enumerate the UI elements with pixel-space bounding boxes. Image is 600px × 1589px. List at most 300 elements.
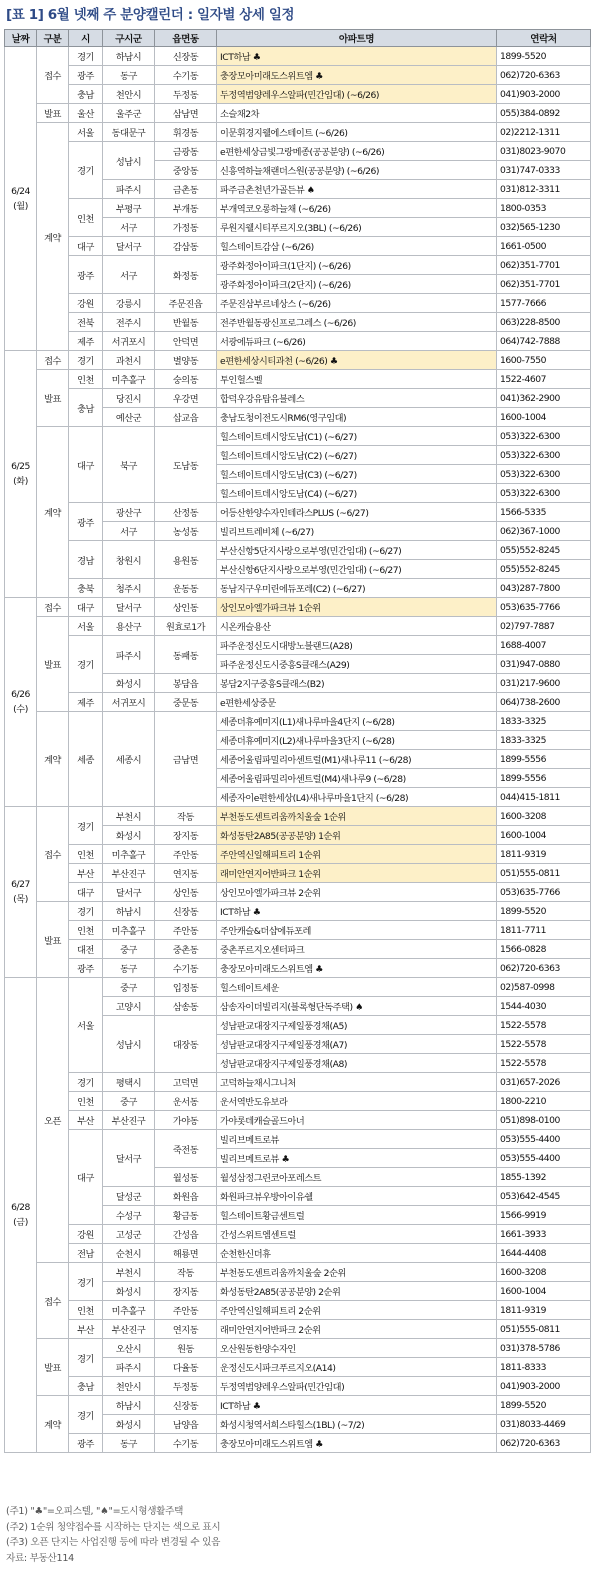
apartment-name: 세종더휴예미지(L1)새나루마을4단지 (~6/28): [217, 712, 497, 731]
table-row: [5, 389, 591, 408]
contact-number: 1800-0353: [497, 199, 591, 218]
city-cell: 경기: [69, 351, 103, 370]
contact-number: 1688-4007: [497, 636, 591, 655]
district-cell: 미추홀구: [103, 921, 155, 940]
apartment-name: 중촌푸르지오센터파크: [217, 940, 497, 959]
apartment-name: ICT하남 ♣: [217, 1396, 497, 1415]
contact-number: 031)657-2026: [497, 1073, 591, 1092]
dong-cell: 운서동: [155, 1092, 217, 1111]
contact-number: 031)8023-9070: [497, 142, 591, 161]
district-cell: 고성군: [103, 1225, 155, 1244]
district-cell: 서구: [103, 218, 155, 237]
district-cell: 파주시: [103, 636, 155, 674]
district-cell: 순천시: [103, 1244, 155, 1263]
dong-cell: 원동: [155, 1339, 217, 1358]
contact-number: 053)322-6300: [497, 427, 591, 446]
apartment-name: 봉담2지구중흥S클래스(B2): [217, 674, 497, 693]
date-text: (수): [13, 704, 28, 715]
table-row: [5, 959, 591, 978]
apartment-name: e편한세상금빛그랑메종(공공분양) (~6/26): [217, 142, 497, 161]
type-cell: 발표: [37, 617, 69, 712]
apartment-name: 빌리브트레비체 (~6/27): [217, 522, 497, 541]
district-cell: 달서구: [103, 598, 155, 617]
apartment-name: 부산신항5단지사랑으로부영(민간임대) (~6/27): [217, 541, 497, 560]
contact-number: 1800-2210: [497, 1092, 591, 1111]
col-header-date: 날짜: [5, 30, 37, 47]
city-cell: 서울: [69, 978, 103, 1073]
contact-number: 064)742-7888: [497, 332, 591, 351]
city-cell: 인천: [69, 1092, 103, 1111]
col-header-contact: 연락처: [497, 30, 591, 47]
contact-number: 053)635-7766: [497, 598, 591, 617]
district-cell: 수성구: [103, 1206, 155, 1225]
contact-number: 031)378-5786: [497, 1339, 591, 1358]
district-cell: 달서구: [103, 883, 155, 902]
district-cell: 창원시: [103, 541, 155, 579]
city-cell: 경기: [69, 1073, 103, 1092]
district-cell: 부천시: [103, 807, 155, 826]
table-row: [5, 1225, 591, 1244]
dong-cell: 남양읍: [155, 1415, 217, 1434]
dong-cell: 장지동: [155, 826, 217, 845]
apartment-name: 광주화정아이파크(1단지) (~6/26): [217, 256, 497, 275]
dong-cell: 다율동: [155, 1358, 217, 1377]
apartment-name: 광주화정아이파크(2단지) (~6/26): [217, 275, 497, 294]
col-header-dong: 읍면동: [155, 30, 217, 47]
contact-number: 053)635-7766: [497, 883, 591, 902]
city-cell: 인천: [69, 921, 103, 940]
city-cell: 경기: [69, 47, 103, 66]
district-cell: 파주시: [103, 180, 155, 199]
dong-cell: 작동: [155, 807, 217, 826]
contact-number: 053)322-6300: [497, 446, 591, 465]
dong-cell: 작동: [155, 1263, 217, 1282]
apartment-name: 두정역범양레우스알파(민간임대): [217, 1377, 497, 1396]
district-cell: 중구: [103, 940, 155, 959]
contact-number: 1811-9319: [497, 845, 591, 864]
district-cell: 화성시: [103, 826, 155, 845]
dong-cell: 수기동: [155, 959, 217, 978]
city-cell: 광주: [69, 256, 103, 294]
apartment-name: 주문진삼부르네상스 (~6/26): [217, 294, 497, 313]
dong-cell: 주문진읍: [155, 294, 217, 313]
type-cell: 계약: [37, 123, 69, 351]
city-cell: 경기: [69, 1263, 103, 1301]
date-cell: [5, 598, 37, 807]
date-text: 6/26: [11, 689, 30, 700]
contact-number: 1566-0828: [497, 940, 591, 959]
apartment-name: 화성동탄2A85(공공분양) 2순위: [217, 1282, 497, 1301]
contact-number: 1600-1004: [497, 408, 591, 427]
city-cell: 강원: [69, 294, 103, 313]
district-cell: 하남시: [103, 902, 155, 921]
city-cell: 서울: [69, 123, 103, 142]
dong-cell: 간성읍: [155, 1225, 217, 1244]
contact-number: 1811-8333: [497, 1358, 591, 1377]
city-cell: 제주: [69, 332, 103, 351]
apartment-name: 힐스테이트황금센트럴: [217, 1206, 497, 1225]
table-row: [5, 1301, 591, 1320]
city-cell: 인천: [69, 1301, 103, 1320]
district-cell: 서귀포시: [103, 332, 155, 351]
dong-cell: 금광동: [155, 142, 217, 161]
apartment-name: 합덕우강유탑유블레스: [217, 389, 497, 408]
contact-number: 062)351-7701: [497, 275, 591, 294]
apartment-name: 성남판교대장지구제일풍경채(A7): [217, 1035, 497, 1054]
table-row: [5, 256, 591, 275]
table-row: [5, 1320, 591, 1339]
date-text: (금): [13, 1217, 28, 1228]
dong-cell: 금남면: [155, 712, 217, 807]
district-cell: 동구: [103, 959, 155, 978]
table-row: [5, 123, 591, 142]
contact-number: 041)903-2000: [497, 1377, 591, 1396]
date-text: 6/28: [11, 1202, 30, 1213]
dong-cell: 신장동: [155, 1396, 217, 1415]
source-note: 자료: 부동산114: [6, 1552, 74, 1564]
dong-cell: 삼남면: [155, 104, 217, 123]
apartment-name: 충장모아미래도스위트엠 ♣: [217, 66, 497, 85]
sales-calendar-table: [4, 29, 591, 1453]
contact-number: 055)552-8245: [497, 541, 591, 560]
dong-cell: 휘경동: [155, 123, 217, 142]
city-cell: 세종: [69, 712, 103, 807]
contact-number: 041)903-2000: [497, 85, 591, 104]
district-cell: 미추홀구: [103, 845, 155, 864]
type-cell: 발표: [37, 104, 69, 123]
apartment-name: 래미안연지어반파크 2순위: [217, 1320, 497, 1339]
table-row: [5, 1396, 591, 1415]
city-cell: 부산: [69, 864, 103, 883]
dong-cell: 우강면: [155, 389, 217, 408]
apartment-name: 힐스테이트데시앙도남(C2) (~6/27): [217, 446, 497, 465]
city-cell: 전남: [69, 1244, 103, 1263]
apartment-name: 빌리브메트로뷰 ♣: [217, 1149, 497, 1168]
footnote-2: (주2) 1순위 청약접수를 시작하는 단지는 색으로 표시: [6, 1521, 221, 1533]
dong-cell: 화원읍: [155, 1187, 217, 1206]
type-cell: 발표: [37, 370, 69, 427]
contact-number: 1544-4030: [497, 997, 591, 1016]
city-cell: 경기: [69, 142, 103, 199]
header-row: [5, 30, 591, 47]
dong-cell: 월성동: [155, 1168, 217, 1187]
col-header-type: 구분: [37, 30, 69, 47]
contact-number: 062)720-6363: [497, 1434, 591, 1453]
table-row: [5, 636, 591, 655]
apartment-name: 가야롯데캐슬골드아너: [217, 1111, 497, 1130]
district-cell: 예산군: [103, 408, 155, 427]
table-row: [5, 1244, 591, 1263]
district-cell: 광산구: [103, 503, 155, 522]
table-row: [5, 902, 591, 921]
dong-cell: 동패동: [155, 636, 217, 674]
apartment-name: 상인모아엘가파크뷰 2순위: [217, 883, 497, 902]
type-cell: 접수: [37, 807, 69, 902]
contact-number: 032)565-1230: [497, 218, 591, 237]
contact-number: 1600-3208: [497, 807, 591, 826]
district-cell: 부산진구: [103, 1320, 155, 1339]
city-cell: 인천: [69, 370, 103, 389]
contact-number: 1644-4408: [497, 1244, 591, 1263]
contact-number: 031)812-3311: [497, 180, 591, 199]
district-cell: 용산구: [103, 617, 155, 636]
apartment-name: 세종어울림파밀리아센트럴(M1)새나루11 (~6/28): [217, 750, 497, 769]
contact-number: 1661-0500: [497, 237, 591, 256]
dong-cell: 원효로1가: [155, 617, 217, 636]
dong-cell: 금촌동: [155, 180, 217, 199]
contact-number: 1833-3325: [497, 731, 591, 750]
apartment-name: 충장모아미래도스위트엠 ♣: [217, 959, 497, 978]
district-cell: 달서구: [103, 237, 155, 256]
dong-cell: 대장동: [155, 1016, 217, 1073]
col-header-city: 시: [69, 30, 103, 47]
city-cell: 인천: [69, 199, 103, 237]
district-cell: 미추홀구: [103, 1301, 155, 1320]
city-cell: 광주: [69, 503, 103, 541]
table-row: [5, 1377, 591, 1396]
district-cell: 동구: [103, 66, 155, 85]
contact-number: 051)555-0811: [497, 1320, 591, 1339]
dong-cell: 두정동: [155, 85, 217, 104]
apartment-name: 오산원동한양수자인: [217, 1339, 497, 1358]
contact-number: 1855-1392: [497, 1168, 591, 1187]
footnote-3: (주3) 오픈 단지는 사업진행 등에 따라 변경될 수 있음: [6, 1537, 221, 1548]
table-row: [5, 712, 591, 731]
date-text: (목): [13, 894, 28, 905]
table-row: [5, 617, 591, 636]
district-cell: 강릉시: [103, 294, 155, 313]
day-block: [5, 978, 591, 1453]
city-cell: 충남: [69, 1377, 103, 1396]
table-row: [5, 579, 591, 598]
contact-number: 02)2212-1311: [497, 123, 591, 142]
dong-cell: 죽전동: [155, 1130, 217, 1168]
city-cell: 충북: [69, 579, 103, 598]
city-cell: 부산: [69, 1320, 103, 1339]
type-cell: 발표: [37, 1339, 69, 1396]
city-cell: 충남: [69, 389, 103, 427]
dong-cell: 황금동: [155, 1206, 217, 1225]
apartment-name: 성남판교대장지구제일풍경채(A5): [217, 1016, 497, 1035]
dong-cell: 신장동: [155, 47, 217, 66]
contact-number: 031)217-9600: [497, 674, 591, 693]
contact-number: 1577-7666: [497, 294, 591, 313]
contact-number: 044)415-1811: [497, 788, 591, 807]
district-cell: 천안시: [103, 1377, 155, 1396]
contact-number: 02)797-7887: [497, 617, 591, 636]
city-cell: 경기: [69, 807, 103, 845]
dong-cell: 중문동: [155, 693, 217, 712]
table-row: [5, 104, 591, 123]
district-cell: 오산시: [103, 1339, 155, 1358]
apartment-name: 화원파크뷰우방아이유쉘: [217, 1187, 497, 1206]
contact-number: 1899-5520: [497, 1396, 591, 1415]
contact-number: 055)384-0892: [497, 104, 591, 123]
apartment-name: 파주운정신도시대방노블랜드(A28): [217, 636, 497, 655]
dong-cell: 안덕면: [155, 332, 217, 351]
dong-cell: 중촌동: [155, 940, 217, 959]
contact-number: 062)367-1000: [497, 522, 591, 541]
dong-cell: 운동동: [155, 579, 217, 598]
apartment-name: 충장모아미래도스위트엠 ♣: [217, 1434, 497, 1453]
district-cell: 파주시: [103, 1358, 155, 1377]
contact-number: 063)228-8500: [497, 313, 591, 332]
contact-number: 062)351-7701: [497, 256, 591, 275]
apartment-name: 이문휘경지웰에스테이트 (~6/26): [217, 123, 497, 142]
district-cell: 서구: [103, 256, 155, 294]
district-cell: 부산진구: [103, 864, 155, 883]
dong-cell: 도남동: [155, 427, 217, 503]
district-cell: 전주시: [103, 313, 155, 332]
city-cell: 서울: [69, 617, 103, 636]
table-row: [5, 503, 591, 522]
dong-cell: 삽교읍: [155, 408, 217, 427]
apartment-name: 화성시청역서희스타힐스(1BL) (~7/2): [217, 1415, 497, 1434]
day-block: [5, 598, 591, 807]
district-cell: 평택시: [103, 1073, 155, 1092]
dong-cell: 고덕면: [155, 1073, 217, 1092]
apartment-name: 삼송자이더빌리지(블록형단독주택) ♠: [217, 997, 497, 1016]
dong-cell: 산정동: [155, 503, 217, 522]
apartment-name: 어등산한양수자인테라스PLUS (~6/27): [217, 503, 497, 522]
apartment-name: 부천동도센트리움까치울숲 2순위: [217, 1263, 497, 1282]
table-row: [5, 921, 591, 940]
dong-cell: 연지동: [155, 864, 217, 883]
contact-number: 1600-3208: [497, 1263, 591, 1282]
apartment-name: 신흥역하늘채랜더스원(공공분양) (~6/26): [217, 161, 497, 180]
apartment-name: 상인모아엘가파크뷰 1순위: [217, 598, 497, 617]
footnotes: [6, 1504, 566, 1566]
dong-cell: 봉담읍: [155, 674, 217, 693]
contact-number: 031)8033-4469: [497, 1415, 591, 1434]
city-cell: 대구: [69, 427, 103, 503]
contact-number: 1833-3325: [497, 712, 591, 731]
contact-number: 1522-4607: [497, 370, 591, 389]
dong-cell: 중앙동: [155, 161, 217, 180]
city-cell: 경기: [69, 1396, 103, 1434]
apartment-name: 부천동도센트리움까치울숲 1순위: [217, 807, 497, 826]
apartment-name: 성남판교대장지구제일풍경채(A8): [217, 1054, 497, 1073]
district-cell: 화성시: [103, 1415, 155, 1434]
date-text: (화): [13, 476, 28, 487]
apartment-name: 서광에듀파크 (~6/26): [217, 332, 497, 351]
table-row: [5, 85, 591, 104]
district-cell: 과천시: [103, 351, 155, 370]
contact-number: 031)947-0880: [497, 655, 591, 674]
contact-number: 053)555-4400: [497, 1149, 591, 1168]
apartment-name: 고덕하늘채시그니처: [217, 1073, 497, 1092]
apartment-name: 화성동탄2A85(공공분양) 1순위: [217, 826, 497, 845]
apartment-name: e편한세상시티과천 (~6/26) ♣: [217, 351, 497, 370]
dong-cell: 장지동: [155, 1282, 217, 1301]
date-text: (월): [13, 200, 28, 212]
city-cell: 울산: [69, 104, 103, 123]
apartment-name: 간성스위트엠센트럴: [217, 1225, 497, 1244]
dong-cell: 연지동: [155, 1320, 217, 1339]
city-cell: 전북: [69, 313, 103, 332]
table-row: [5, 807, 591, 826]
apartment-name: 힐스테이트데시앙도남(C3) (~6/27): [217, 465, 497, 484]
district-cell: 성남시: [103, 142, 155, 180]
date-cell: [5, 47, 37, 351]
district-cell: 동대문구: [103, 123, 155, 142]
table-row: [5, 1263, 591, 1282]
footnote-1: (주1) "♣"=오피스텔, "♠"=도시형생활주택: [6, 1506, 184, 1517]
contact-number: 053)555-4400: [497, 1130, 591, 1149]
apartment-name: 두정역범양레우스알파(민간임대) (~6/26): [217, 85, 497, 104]
city-cell: 대구: [69, 598, 103, 617]
district-cell: 서귀포시: [103, 693, 155, 712]
dong-cell: 주안동: [155, 845, 217, 864]
table-row: [5, 541, 591, 560]
table-row: [5, 427, 591, 446]
apartment-name: e편한세상중문: [217, 693, 497, 712]
contact-number: 053)322-6300: [497, 484, 591, 503]
district-cell: 화성시: [103, 674, 155, 693]
day-block: [5, 351, 591, 598]
district-cell: 서구: [103, 522, 155, 541]
dong-cell: 주안동: [155, 1301, 217, 1320]
contact-number: 1661-3933: [497, 1225, 591, 1244]
contact-number: 1566-5335: [497, 503, 591, 522]
dong-cell: 신장동: [155, 902, 217, 921]
table-row: [5, 598, 591, 617]
apartment-name: 주안캐슬&더샵에듀포레: [217, 921, 497, 940]
apartment-name: 부개역코오롱하늘채 (~6/26): [217, 199, 497, 218]
contact-number: 055)552-8245: [497, 560, 591, 579]
apartment-name: 세종어울림파밀리아센트럴(M4)새나루9 (~6/28): [217, 769, 497, 788]
type-cell: 접수: [37, 1263, 69, 1339]
table-row: [5, 1073, 591, 1092]
apartment-name: 운정신도시파크푸르지오(A14): [217, 1358, 497, 1377]
city-cell: 대전: [69, 940, 103, 959]
dong-cell: 상인동: [155, 598, 217, 617]
apartment-name: 빌리브메트로뷰: [217, 1130, 497, 1149]
dong-cell: 주안동: [155, 921, 217, 940]
type-cell: 계약: [37, 427, 69, 598]
dong-cell: 두정동: [155, 1377, 217, 1396]
apartment-name: 세종자이e편한세상(L4)새나루마을1단지 (~6/28): [217, 788, 497, 807]
contact-number: 1811-9319: [497, 1301, 591, 1320]
district-cell: 동구: [103, 1434, 155, 1453]
apartment-name: 파주금촌천년가골든뷰 ♠: [217, 180, 497, 199]
city-cell: 경기: [69, 1339, 103, 1377]
contact-number: 053)322-6300: [497, 465, 591, 484]
district-cell: 청주시: [103, 579, 155, 598]
apartment-name: 시온캐슬용산: [217, 617, 497, 636]
district-cell: 부천시: [103, 1263, 155, 1282]
dong-cell: 별양동: [155, 351, 217, 370]
city-cell: 대구: [69, 237, 103, 256]
date-cell: [5, 807, 37, 978]
district-cell: 당진시: [103, 389, 155, 408]
district-cell: 부산진구: [103, 1111, 155, 1130]
dong-cell: 수기동: [155, 1434, 217, 1453]
city-cell: 광주: [69, 959, 103, 978]
dong-cell: 삼송동: [155, 997, 217, 1016]
table-row: [5, 693, 591, 712]
table-row: [5, 978, 591, 997]
contact-number: 064)738-2600: [497, 693, 591, 712]
district-cell: 중구: [103, 1092, 155, 1111]
contact-number: 051)555-0811: [497, 864, 591, 883]
dong-cell: 해룡면: [155, 1244, 217, 1263]
city-cell: 제주: [69, 693, 103, 712]
district-cell: 하남시: [103, 47, 155, 66]
date-text: 6/27: [11, 879, 30, 890]
table-row: [5, 883, 591, 902]
day-block: [5, 47, 591, 351]
